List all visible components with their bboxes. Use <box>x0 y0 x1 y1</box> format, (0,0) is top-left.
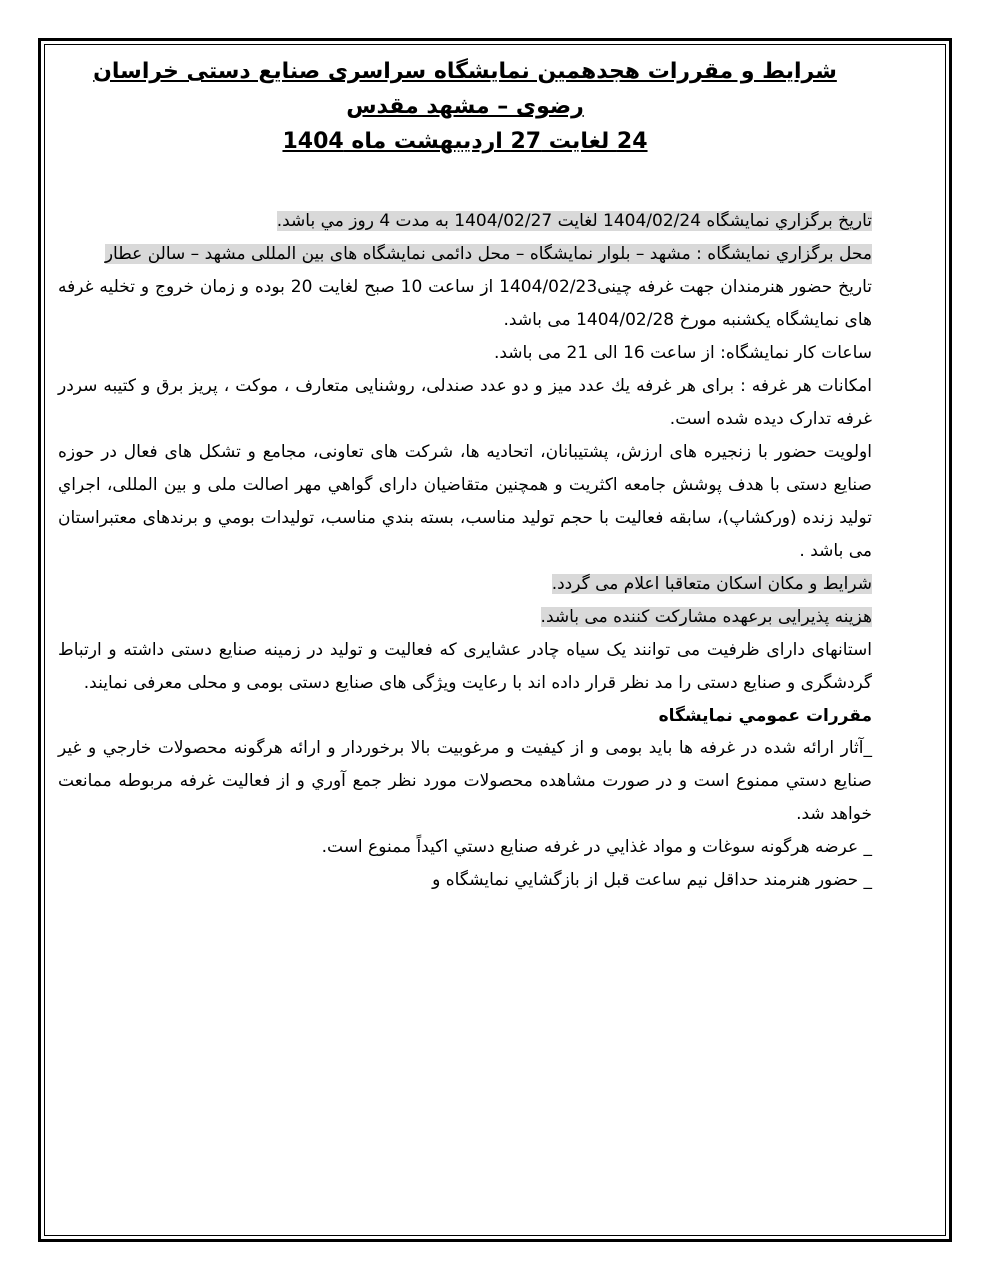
title-spacer <box>58 159 872 205</box>
paragraph-priority: اولویت حضور با زنجیره های ارزش، پشتیبانان، اتحادیه ها، شرکت های تعاونی، مجامع و تشکل های فعال در حوزه صنایع دستی با هدف پوشش جامعه اکثریت و همچنین متقاضیان دارای گواهي مهر اصالت ملی و بین المللی، اجراي تولید زنده (ورکشاپ)، سابقه فعالیت با حجم تولید مناسب، بسته بندي مناسب، تولیدات بومي و برندهای معتبراستان می باشد . <box>58 442 872 561</box>
rule-item: _ عرضه هرگونه سوغات و مواد غذایي در غرفه صنایع دستي اکیداً ممنوع است. <box>321 837 872 857</box>
paragraph-facilities: امکانات هر غرفه : برای هر غرفه یك عدد میز و دو عدد صندلی، روشنایی متعارف ، موکت ، پریز برق و کتیبه سردر غرفه تدارک دیده شده است. <box>58 376 872 429</box>
paragraph-venue <box>58 238 872 271</box>
document-body <box>58 54 872 897</box>
paragraph-accommodation-text: شرایط و مکان اسکان متعاقبا اعلام می گردد. <box>551 574 872 594</box>
paragraph-hospitality-text: هزینه پذیرایی برعهده مشارکت کننده می باشد. <box>540 607 872 627</box>
paragraph-venue-text: محل برگزاري نمایشگاه : مشهد – بلوار نمایشگاه – محل دائمی نمایشگاه های بین المللی مشهد – سالن عطار <box>104 244 872 264</box>
document-title-line-1: شرایط و مقررات هجدهمین نمایشگاه سراسری صنایع دستی خراسان <box>93 59 837 84</box>
rule-item: _آثار ارائه شده در غرفه ها باید بومی و از کیفیت و مرغوبیت بالا برخوردار و ارائه هرگونه محصولات خارجي و غیر صنایع دستي ممنوع است و در صورت مشاهده محصولات مورد نظر جمع آوري و از فعالیت غرفه مربوطه ممانعت خواهد شد. <box>58 738 872 824</box>
paragraph-dates-text: تاریخ برگزاري نمایشگاه 1404/02/24 لغایت 1404/02/27 به مدت 4 روز مي باشد. <box>276 211 872 231</box>
paragraph-nomad-tent: استانهای دارای ظرفیت می توانند یک سیاه چادر عشایری که فعالیت و تولید در زمینه صنایع دستی داشته و ارتباط گردشگری و صنایع دستی را مد نظر قرار داده اند با رعایت ویژگی های صنایع دستی بومی و محلی معرفی نمایند. <box>58 640 872 693</box>
document-title-line-3: 24 لغایت 27 اردیبهشت ماه 1404 <box>282 129 648 154</box>
heading-general-rules: مقررات عمومي نمایشگاه <box>658 706 872 726</box>
paragraph-hours: ساعات کار نمایشگاه: از ساعت 16 الی 21 می باشد. <box>493 343 872 363</box>
document-title-line-2: رضوی – مشهد مقدس <box>346 94 584 119</box>
paragraph-dates <box>58 205 872 238</box>
paragraph-hospitality <box>58 601 872 634</box>
paragraph-arrival: تاریخ حضور هنرمندان جهت غرفه چینی1404/02/23 از ساعت 10 صبح لغایت 20 بوده و زمان خروج و تخلیه غرفه های نمایشگاه یکشنبه مورخ 1404/02/28 می باشد. <box>58 277 872 330</box>
rule-item: _ حضور هنرمند حداقل نیم ساعت قبل از بازگشایي نمایشگاه و <box>432 870 872 890</box>
paragraph-accommodation <box>58 568 872 601</box>
